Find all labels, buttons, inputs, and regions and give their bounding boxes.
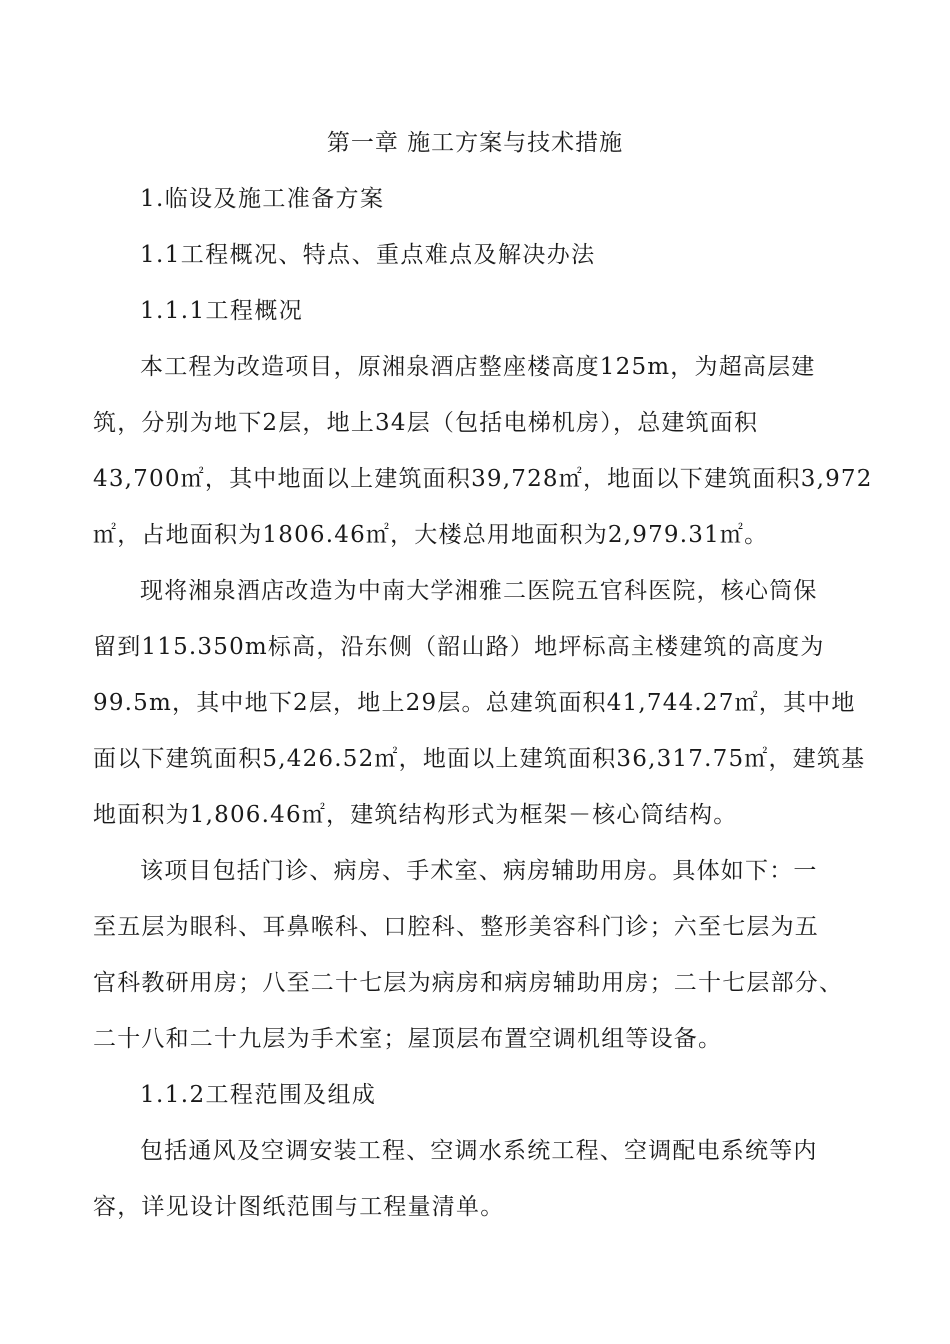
paragraph-line: 现将湘泉酒店改造为中南大学湘雅二医院五官科医院，核心筒保: [140, 578, 818, 604]
paragraph-line: 至五层为眼科、耳鼻喉科、口腔科、整形美容科门诊；六至七层为五: [93, 914, 819, 940]
paragraph-line: 99.5m，其中地下2层，地上29层。总建筑面积41,744.27㎡，其中地: [93, 690, 856, 716]
paragraph-line: 筑，分别为地下2层，地上34层（包括电梯机房），总建筑面积: [93, 410, 759, 436]
section-heading-1-1-1: 1.1.1工程概况: [140, 298, 304, 324]
paragraph-line: 本工程为改造项目，原湘泉酒店整座楼高度125m，为超高层建: [140, 354, 816, 380]
paragraph-line: 包括通风及空调安装工程、空调水系统工程、空调配电系统等内: [140, 1138, 818, 1164]
paragraph-line: 面以下建筑面积5,426.52㎡，地面以上建筑面积36,317.75㎡，建筑基: [93, 746, 866, 772]
section-heading-1-1: 1.1工程概况、特点、重点难点及解决办法: [140, 242, 596, 268]
section-heading-1: 1.临设及施工准备方案: [140, 186, 385, 212]
section-heading-1-1-2: 1.1.2工程范围及组成: [140, 1082, 377, 1108]
paragraph-line: 地面积为1,806.46㎡，建筑结构形式为框架－核心筒结构。: [93, 802, 738, 828]
paragraph-line: 该项目包括门诊、病房、手术室、病房辅助用房。具体如下：一: [140, 858, 818, 884]
paragraph-line: 容，详见设计图纸范围与工程量清单。: [93, 1194, 505, 1220]
paragraph-line: 官科教研用房；八至二十七层为病房和病房辅助用房；二十七层部分、: [93, 970, 844, 996]
paragraph-line: ㎡，占地面积为1806.46㎡，大楼总用地面积为2,979.31㎡。: [93, 522, 769, 548]
paragraph-line: 43,700㎡，其中地面以上建筑面积39,728㎡，地面以下建筑面积3,972: [93, 466, 873, 492]
paragraph-line: 二十八和二十九层为手术室；屋顶层布置空调机组等设备。: [93, 1026, 723, 1052]
paragraph-line: 留到115.350m标高，沿东侧（韶山路）地坪标高主楼建筑的高度为: [93, 634, 825, 660]
chapter-title: 第一章 施工方案与技术措施: [326, 130, 624, 156]
